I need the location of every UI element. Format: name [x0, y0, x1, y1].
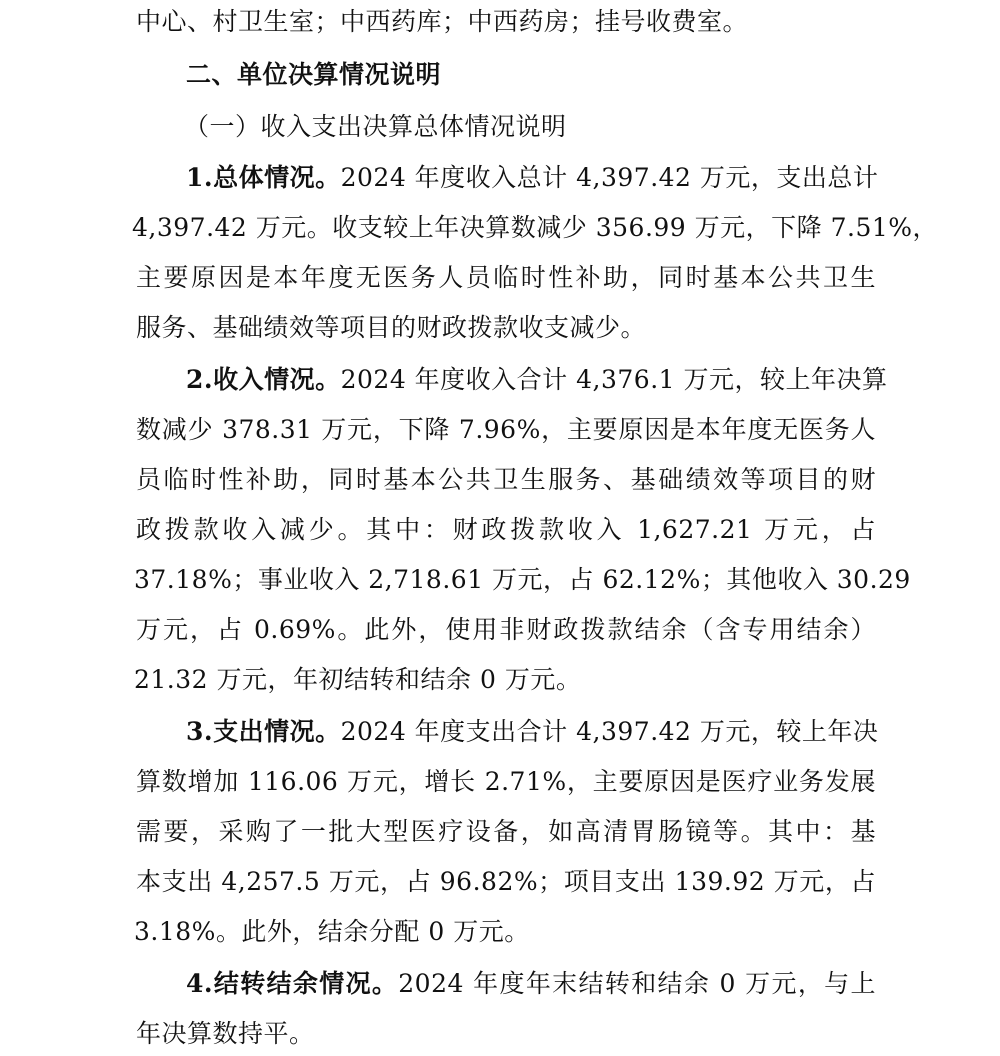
p1-label: 1.总体情况。: [186, 163, 341, 192]
p4-line-2: [136, 1017, 876, 1051]
p2-text-2: 数减少 378.31 万元，下降 7.96%，主要原因是本年度无医务人: [136, 415, 876, 444]
p3-label: 3.支出情况。: [186, 717, 341, 746]
p4-text-1: 2024 年度年末结转和结余 0 万元，与上: [398, 969, 876, 998]
p2-text-4: 政拨款收入减少。其中：财政拨款收入 1,627.21 万元，占: [136, 515, 876, 544]
p2-line-5: [134, 563, 911, 597]
section-heading: [186, 58, 876, 92]
p2-line-6: [136, 613, 876, 647]
p1-line-4: [136, 311, 876, 345]
p2-text-1: 2024 年度收入合计 4,376.1 万元，较上年决算: [340, 365, 888, 394]
p2-text-7: 21.32 万元，年初结转和结余 0 万元。: [134, 665, 582, 694]
p2-line-3: [136, 463, 876, 497]
p3-line-3: [136, 815, 876, 849]
p1-text-2: 4,397.42 万元。收支较上年决算数减少 356.99 万元，下降 7.51%，: [132, 213, 939, 242]
p3-line-2: [136, 765, 876, 799]
p3-line-5: [134, 915, 874, 949]
p2-line-7: [134, 663, 874, 697]
p3-text-2: 算数增加 116.06 万元，增长 2.71%，主要原因是医疗业务发展: [136, 767, 876, 796]
p3-text-1: 2024 年度支出合计 4,397.42 万元，较上年决: [340, 717, 879, 746]
p2-label: 2.收入情况。: [186, 365, 341, 394]
p1-text-4: 服务、基础绩效等项目的财政拨款收支减少。: [136, 313, 647, 342]
p1-line-3: [136, 261, 876, 295]
p2-text-3: 员临时性补助，同时基本公共卫生服务、基础绩效等项目的财: [136, 465, 876, 494]
p1-text-1: 2024 年度收入总计 4,397.42 万元，支出总计: [340, 163, 879, 192]
p3-text-3: 需要，采购了一批大型医疗设备，如高清胃肠镜等。其中：基: [136, 817, 876, 846]
p3-text-5: 3.18%。此外，结余分配 0 万元。: [134, 917, 530, 946]
p4-line-1: [186, 967, 876, 1001]
p1-line-1: [186, 161, 879, 195]
p3-line-4: [136, 865, 876, 899]
p2-text-5: 37.18%；事业收入 2,718.61 万元，占 62.12%；其他收入 30.29: [134, 565, 911, 594]
p1-text-3: 主要原因是本年度无医务人员临时性补助，同时基本公共卫生: [136, 263, 876, 292]
p3-line-1: [186, 715, 879, 749]
p2-line-4: [136, 513, 876, 547]
subsection-heading-text: （一）收入支出决算总体情况说明: [184, 112, 567, 141]
section-heading-text: 二、单位决算情况说明: [186, 60, 442, 89]
p2-line-2: [136, 413, 876, 447]
p2-text-6: 万元，占 0.69%。此外，使用非财政拨款结余（含专用结余）: [136, 615, 876, 644]
intro-line: [136, 5, 876, 39]
intro-text: 中心、村卫生室；中西药库；中西药房；挂号收费室。: [136, 7, 749, 36]
p4-text-2: 年决算数持平。: [136, 1019, 315, 1048]
p2-line-1: [186, 363, 888, 397]
p1-line-2: [132, 211, 939, 245]
p4-label: 4.结转结余情况。: [186, 969, 399, 998]
p3-text-4: 本支出 4,257.5 万元，占 96.82%；项目支出 139.92 万元，占: [136, 867, 876, 896]
subsection-heading: [184, 110, 874, 144]
